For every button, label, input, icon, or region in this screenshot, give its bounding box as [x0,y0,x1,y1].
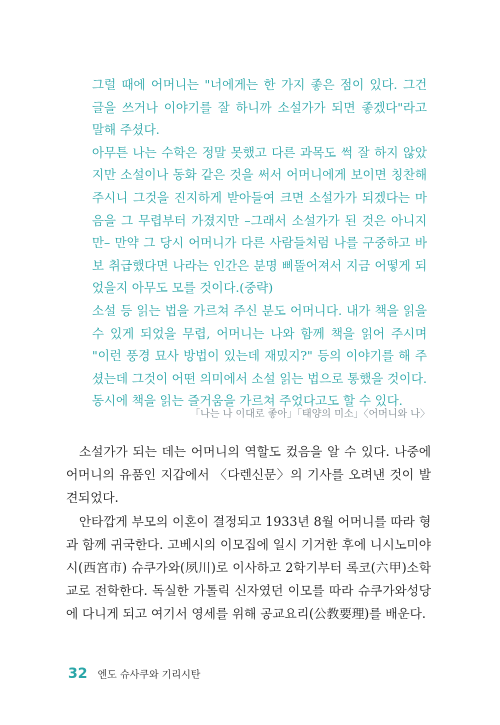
page-footer [68,666,200,682]
running-title: 엔도 슈사쿠와 기리시탄 [97,670,201,681]
quoted-passage [92,74,427,413]
quote-source: 「나는 나 이대로 좋아」「태양의 미소」〈어머니와 나〉 [190,409,430,420]
body-text [66,440,431,626]
quote-paragraph-2: 아무튼 나는 수학은 정말 못했고 다른 과목도 썩 잘 하지 않았지만 소설이나 동화 같은 것을 써서 어머니에게 보이면 칭찬해 주시니 그것을 진지하게 받아들여 크면 소설가가 되겠다는 마음을 그 무렵부터 가졌지만 –그래서 소설가가 된 것은 아니지만– 만약 그 당시 어머니가 다른 사람들처럼 나를 구중하고 바보 취급했다면 나라는 인간은 분명 삐뚤어져서 지금 어떻게 되었을지 아무도 모를 것이다.(중략) [92,144,427,296]
body-paragraph-1: 소설가가 되는 데는 어머니의 역할도 컸음을 알 수 있다. 나중에 어머니의 유품인 지갑에서 〈다렌신문〉의 기사를 오려낸 것이 발견되었다. [66,444,431,506]
body-paragraph-2: 안타깝게 부모의 이혼이 결정되고 1933년 8월 어머니를 따라 형과 함께 귀국한다. 고베시의 이모집에 일시 기거한 후에 니시노미야시(西宮市) 슈쿠가와(夙川)로 이사하고 2학기부터 록코(六甲)소학교로 전학한다. 독실한 가톨릭 신자였던 이모를 따라 슈쿠가와성당에 다니게 되고 여기서 영세를 위해 공교요리(公教要理)를 배운다. [66,513,431,622]
page-number: 32 [68,666,88,682]
quote-paragraph-1: 그럴 때에 어머니는 "너에게는 한 가지 좋은 점이 있다. 그건 글을 쓰거나 이야기를 잘 하니까 소설가가 되면 좋겠다"라고 말해 주셨다. [92,77,427,138]
quote-paragraph-3: 소설 등 읽는 법을 가르쳐 주신 분도 어머니다. 내가 책을 읽을 수 있게 되었을 무렵, 어머니는 나와 함께 책을 읽어 주시며 "이런 풍경 묘사 방법이 있는데 재밌지?" 등의 이야기를 해 주셨는데 그것이 어떤 의미에서 소설 읽는 법으로 통했을 것이다. 동시에 책을 읽는 즐거움을 가르쳐 주었다고도 할 수 있다. [92,302,427,409]
